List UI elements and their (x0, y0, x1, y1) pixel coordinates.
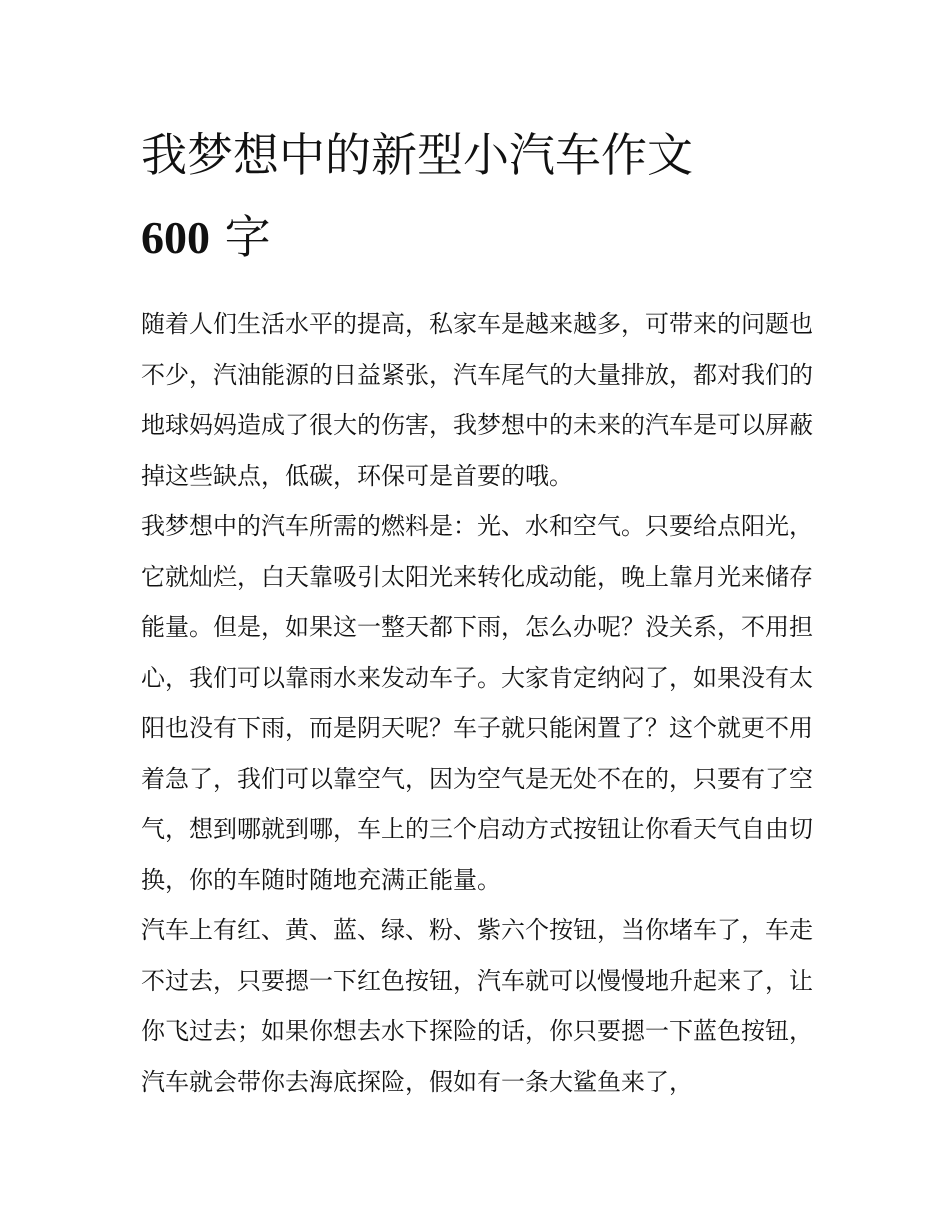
document-content (141, 114, 813, 1107)
paragraph-3: 汽车上有红、黄、蓝、绿、粉、紫六个按钮，当你堵车了，车走不过去，只要摁一下红色按钮，汽车就可以慢慢地升起来了，让你飞过去；如果你想去水下探险的话，你只要摁一下蓝色按钮，汽车就会带你去海底探险，假如有一条大鲨鱼来了， (141, 916, 813, 1096)
title-suffix: 字 (210, 210, 271, 264)
document-title (141, 114, 813, 279)
paragraph-1: 随着人们生活水平的提高，私家车是越来越多，可带来的问题也不少，汽油能源的日益紧张，汽车尾气的大量排放，都对我们的地球妈妈造成了很大的伤害，我梦想中的未来的汽车是可以屏蔽掉这些缺点，低碳，环保可是首要的哦。 (141, 310, 813, 490)
document-body (141, 299, 813, 1107)
title-number: 600 (141, 212, 210, 263)
title-line1: 我梦想中的新型小汽车作文 (141, 128, 693, 182)
paragraph-2: 我梦想中的汽车所需的燃料是：光、水和空气。只要给点阳光，它就灿烂，白天靠吸引太阳光来转化成动能，晚上靠月光来储存能量。但是，如果这一整天都下雨，怎么办呢？没关系，不用担心，我们可以靠雨水来发动车子。大家肯定纳闷了，如果没有太阳也没有下雨，而是阴天呢？车子就只能闲置了？这个就更不用着急了，我们可以靠空气，因为空气是无处不在的，只要有了空气，想到哪就到哪，车上的三个启动方式按钮让你看天气自由切换，你的车随时随地充满正能量。 (141, 512, 813, 894)
